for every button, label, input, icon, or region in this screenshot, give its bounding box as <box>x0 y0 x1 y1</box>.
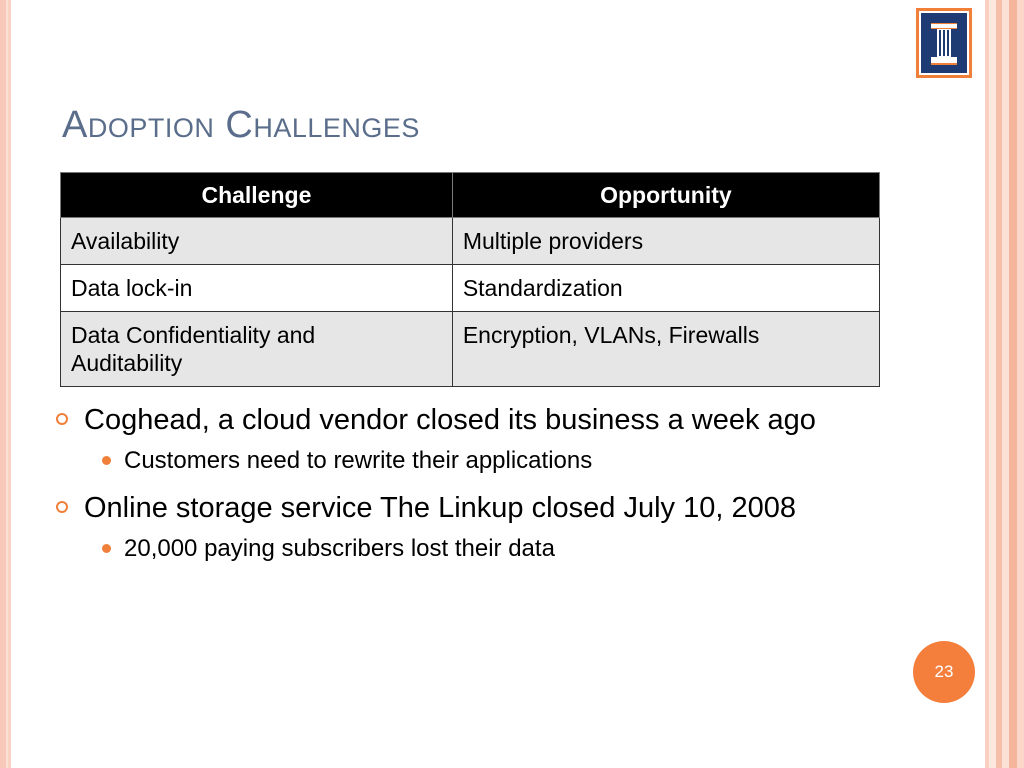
university-column-logo-icon <box>919 11 969 75</box>
dot-bullet-icon <box>102 456 111 465</box>
table-row <box>61 264 880 311</box>
table-cell-challenge: Availability <box>61 218 453 265</box>
right-decorative-stripe <box>989 0 996 768</box>
bullet-text: Coghead, a cloud vendor closed its business a week ago <box>84 404 816 436</box>
table-cell-opportunity: Standardization <box>452 264 879 311</box>
slide-title: Adoption Challenges <box>62 104 420 146</box>
right-decorative-stripe <box>1009 0 1017 768</box>
table-header-row <box>61 173 880 218</box>
table-cell-challenge <box>61 311 453 387</box>
ring-bullet-icon <box>56 501 68 513</box>
table-cell-challenge: Data lock-in <box>61 264 453 311</box>
bullet-list <box>56 400 976 576</box>
challenges-table <box>60 172 880 387</box>
university-logo <box>916 8 972 78</box>
right-decorative-stripe <box>1002 0 1009 768</box>
column-header-opportunity: Opportunity <box>452 173 879 218</box>
column-header-challenge: Challenge <box>61 173 453 218</box>
sub-bullet-text: 20,000 paying subscribers lost their data <box>124 535 555 562</box>
bullet-text: Online storage service The Linkup closed July 10, 2008 <box>84 492 797 524</box>
right-decorative-stripe <box>1017 0 1024 768</box>
page-number-badge: 23 <box>913 641 975 703</box>
sub-bullet-item <box>56 444 976 478</box>
ring-bullet-icon <box>56 413 68 425</box>
table-cell-opportunity: Encryption, VLANs, Firewalls <box>452 311 879 387</box>
table-cell-opportunity: Multiple providers <box>452 218 879 265</box>
left-decorative-stripe <box>8 0 11 768</box>
table-row <box>61 311 880 387</box>
sub-bullet-item <box>56 532 976 566</box>
sub-bullet-text: Customers need to rewrite their applications <box>124 447 593 474</box>
dot-bullet-icon <box>102 544 111 553</box>
bullet-item <box>56 400 976 440</box>
table-row <box>61 218 880 265</box>
table-cell-text: Data Confidentiality and Auditability <box>71 321 316 377</box>
bullet-item <box>56 488 976 528</box>
